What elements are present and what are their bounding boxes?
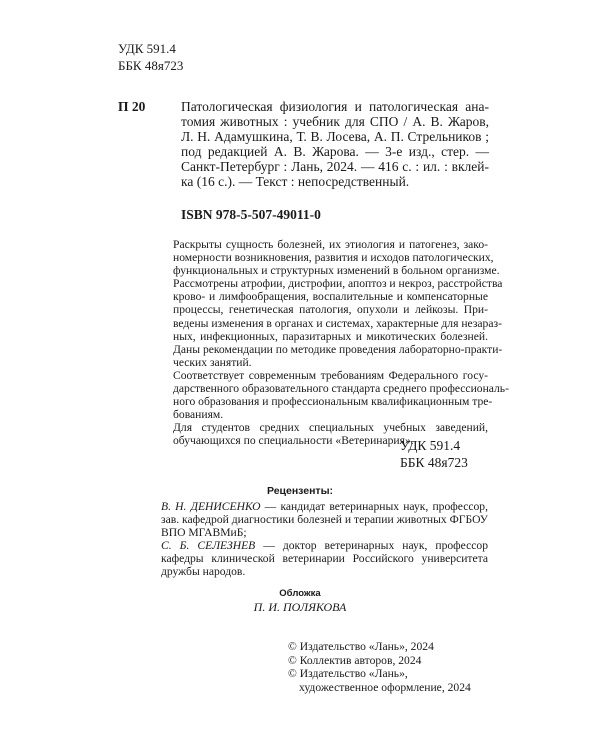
annotation-line: процессы, генетическая патология, опухоли и лейкозы. При- [173, 303, 488, 317]
udk-bbk-header [118, 40, 183, 74]
annotation-line: Даны рекомендации по методике проведения лабораторно-практи- [173, 342, 503, 356]
annotation-line: Для студентов средних специальных учебных заведений, [173, 421, 488, 435]
biblio-line: Санкт-Петербург : Лань, 2024. — 416 с. : ил. : вклей- [181, 159, 489, 174]
annotation-paragraph [161, 368, 509, 422]
annotation-line: ного образования и профессиональным квалификационным тре- [173, 395, 493, 409]
annotation-line: ведены изменения в органах и системах, характерные для незараз- [173, 316, 502, 330]
reviewers-list [161, 500, 488, 579]
biblio-line: ка (16 с.). — Текст : непосредственный. [181, 174, 410, 189]
biblio-line: Патологическая физиология и патологическая ана- [181, 99, 489, 114]
annotation-line: функциональных и структурных изменений в больном организме. [173, 264, 500, 278]
reviewer-name: В. Н. ДЕНИСЕНКО [161, 500, 261, 513]
isbn: ISBN 978-5-507-49011-0 [181, 207, 321, 222]
cover-designer-name: П. И. ПОЛЯКОВА [253, 600, 347, 614]
reviewer-credentials: — доктор ветеринарных наук, профессор [255, 539, 488, 553]
reviewer-line: кафедры клинической ветеринарии Российского университета [161, 552, 488, 566]
annotation-line: крово- и лимфообращения, воспалительные и компенсаторные [173, 290, 488, 304]
biblio-line: Л. Н. Адамушкина, Т. В. Лосева, А. П. Стрельников ; [181, 129, 489, 144]
udk-bbk-footer [400, 437, 488, 471]
copyright-line: © Издательство «Лань», 2024 [288, 640, 434, 653]
annotation [161, 238, 509, 448]
copyright-line: © Коллектив авторов, 2024 [288, 653, 422, 667]
annotation-line: Соответствует современным требованиям Федерального госу- [173, 368, 488, 382]
annotation-line: номерности возникновения, развития и исходов патологических, [173, 251, 494, 265]
biblio-line: томия животных : учебник для СПО / А. В. Жаров, [181, 114, 489, 129]
reviewers-title: Рецензенты: [266, 485, 334, 497]
annotation-line: бованиям. [173, 408, 224, 422]
annotation-line: дарственного образовательного стандарта среднего профессиональ- [173, 382, 509, 396]
copyright-line: художественное оформление, 2024 [299, 680, 471, 694]
biblio-line: под редакцией А. В. Жарова. — 3-е изд., стер. — [181, 144, 489, 159]
author-mark-code: П 20 [118, 99, 146, 114]
reviewer-line: дружбы народов. [161, 565, 246, 579]
udk-code: УДК 591.4 [400, 438, 461, 453]
annotation-line: Раскрыты сущность болезней, их этиология и патогенез, зако- [173, 238, 488, 251]
bbk-code: ББК 48я723 [118, 58, 184, 73]
bibliographic-description [181, 99, 489, 189]
udk-code: УДК 591.4 [118, 41, 176, 56]
annotation-line: Рассмотрены атрофии, дистрофии, апоптоз и некроз, расстройства [173, 277, 503, 291]
annotation-line: обучающихся по специальности «Ветеринария». [173, 434, 414, 448]
reviewer-credentials: — кандидат ветеринарных наук, профессор, [260, 500, 488, 513]
annotation-paragraph [161, 238, 503, 369]
annotation-line: ческих занятий. [173, 355, 252, 369]
reviewer-name: С. Б. СЕЛЕЗНЕВ [161, 539, 256, 553]
copyright-block [288, 640, 490, 694]
annotation-line: ных, инфекционных, паразитарных и микотических болезней. [173, 329, 488, 343]
reviewer-line [161, 500, 488, 513]
reviewer-line: зав. кафедрой диагностики болезней и терапии животных ФГБОУ [161, 513, 488, 527]
copyright-line: © Издательство «Лань», [288, 667, 408, 680]
bbk-code: ББК 48я723 [400, 455, 468, 470]
cover-designer-title: Обложка [279, 588, 321, 599]
reviewer-line [161, 539, 488, 552]
reviewer-line: ВПО МГАВМиБ; [161, 526, 247, 540]
